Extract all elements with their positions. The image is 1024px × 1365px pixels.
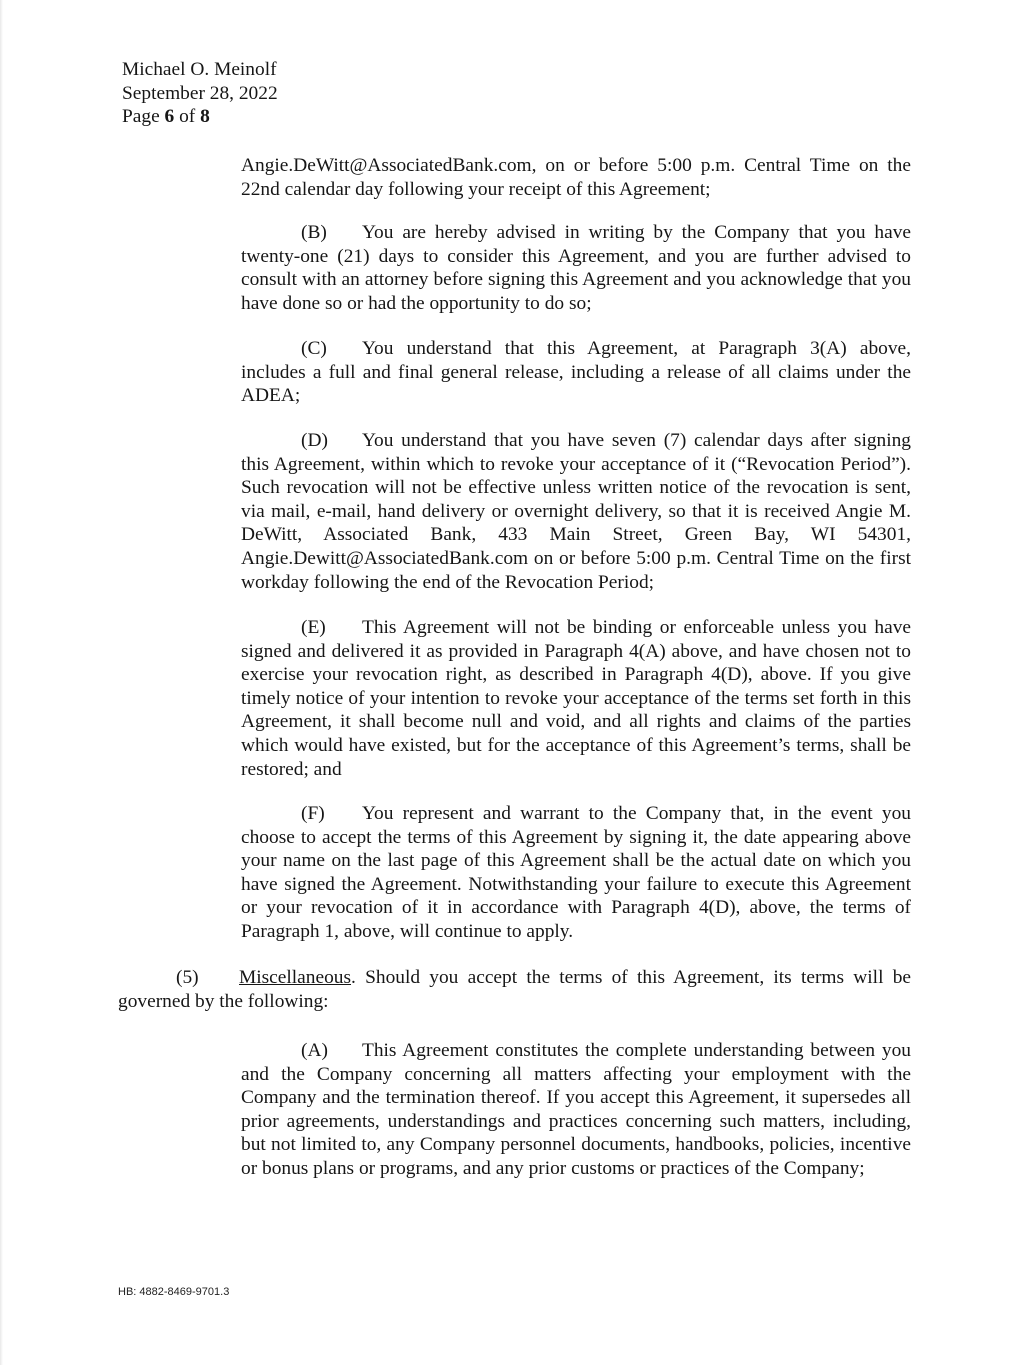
letter-date: September 28, 2022	[122, 82, 278, 104]
recipient-name: Michael O. Meinolf	[122, 59, 277, 80]
section-5-miscellaneous	[118, 966, 911, 1013]
paragraph-4e-text: This Agreement will not be binding or enforceable unless you have signed and delivered it as provided in Paragraph 4(A) above, and have chosen not to exercise your revocation right, as described in Paragraph 4(D), above. If you give timely notice of your intention to revoke your acceptance of the terms set forth in this Agreement, it shall become null and void, and all rights and claims of the parties which would have existed, but for the acceptance of this Agreement’s terms, shall be restored; and	[241, 617, 911, 780]
section-5-heading: Miscellaneous	[239, 967, 352, 988]
paragraph-5a-label: (A)	[301, 1040, 328, 1061]
continuation-paragraph: Angie.DeWitt@AssociatedBank.com, on or before 5:00 p.m. Central Time on the 22nd calendar day following your receipt of this Agreement;	[241, 155, 911, 200]
document-id-footer: HB: 4882-8469-9701.3	[118, 1286, 230, 1298]
paragraph-5a	[241, 1039, 911, 1181]
paragraph-5a-text: This Agreement constitutes the complete understanding between you and the Company concerning all matters affecting your employment with the Company and the termination thereof. If you accept this Agreement, it supersedes all prior agreements, understandings and practices concerning such matters, including, but not limited to, any Company personnel documents, handbooks, policies, incentive or bonus plans or programs, and any prior customs or practices of the Company;	[241, 1040, 911, 1179]
section-5-number: (5)	[176, 967, 199, 988]
paragraph-4d-text: You understand that you have seven (7) calendar days after signing this Agreement, within which to revoke your acceptance of it (“Revocation Period”). Such revocation will not be effective unless written notice of the revocation is sent, via mail, e-mail, hand delivery or overnight delivery, so that it is received Angie M. DeWitt, Associated Bank, 433 Main Street, Green Bay, WI 54301, Angie.Dewitt@AssociatedBank.com on or before 5:00 p.m. Central Time on the first workday following the end of the Revocation Period;	[241, 430, 911, 593]
paragraph-4d-label: (D)	[301, 430, 328, 451]
paragraph-4f-text: You represent and warrant to the Company that, in the event you choose to accept the terms of this Agreement by signing it, the date appearing above your name on the last page of this Agreement shall be the actual date on which you have signed the Agreement. Notwithstanding your failure to execute this Agreement or your revocation of it in accordance with Paragraph 4(D), above, the terms of Paragraph 1, above, will continue to apply.	[241, 803, 911, 942]
paragraph-4b-label: (B)	[301, 222, 327, 243]
paragraph-4e-label: (E)	[301, 617, 326, 638]
paragraph-4b	[241, 221, 911, 315]
page-prefix: Page	[122, 106, 165, 127]
paragraph-4c-label: (C)	[301, 338, 327, 359]
paragraph-4e	[241, 616, 911, 781]
section-5-text: . Should you accept the terms of this Agreement, its terms will be governed by the following:	[118, 967, 911, 1012]
page-current: 6	[164, 106, 175, 127]
paragraph-4d	[241, 429, 911, 594]
letter-header	[122, 58, 278, 129]
page-indicator	[122, 105, 278, 129]
page-of: of	[174, 106, 201, 127]
paragraph-4c	[241, 337, 911, 408]
page-total: 8	[200, 106, 210, 127]
paragraph-4f-label: (F)	[301, 803, 325, 824]
paragraph-4f	[241, 802, 911, 944]
scan-page-edge	[0, 0, 3, 1365]
paragraph-4c-text: You understand that this Agreement, at Paragraph 3(A) above, includes a full and final general release, including a release of all claims under the ADEA;	[241, 338, 911, 407]
paragraph-4b-text: You are hereby advised in writing by the Company that you have twenty-one (21) days to consider this Agreement, and you are further advised to consult with an attorney before signing this Agreement and you acknowledge that you have done so or had the opportunity to do so;	[241, 222, 911, 314]
